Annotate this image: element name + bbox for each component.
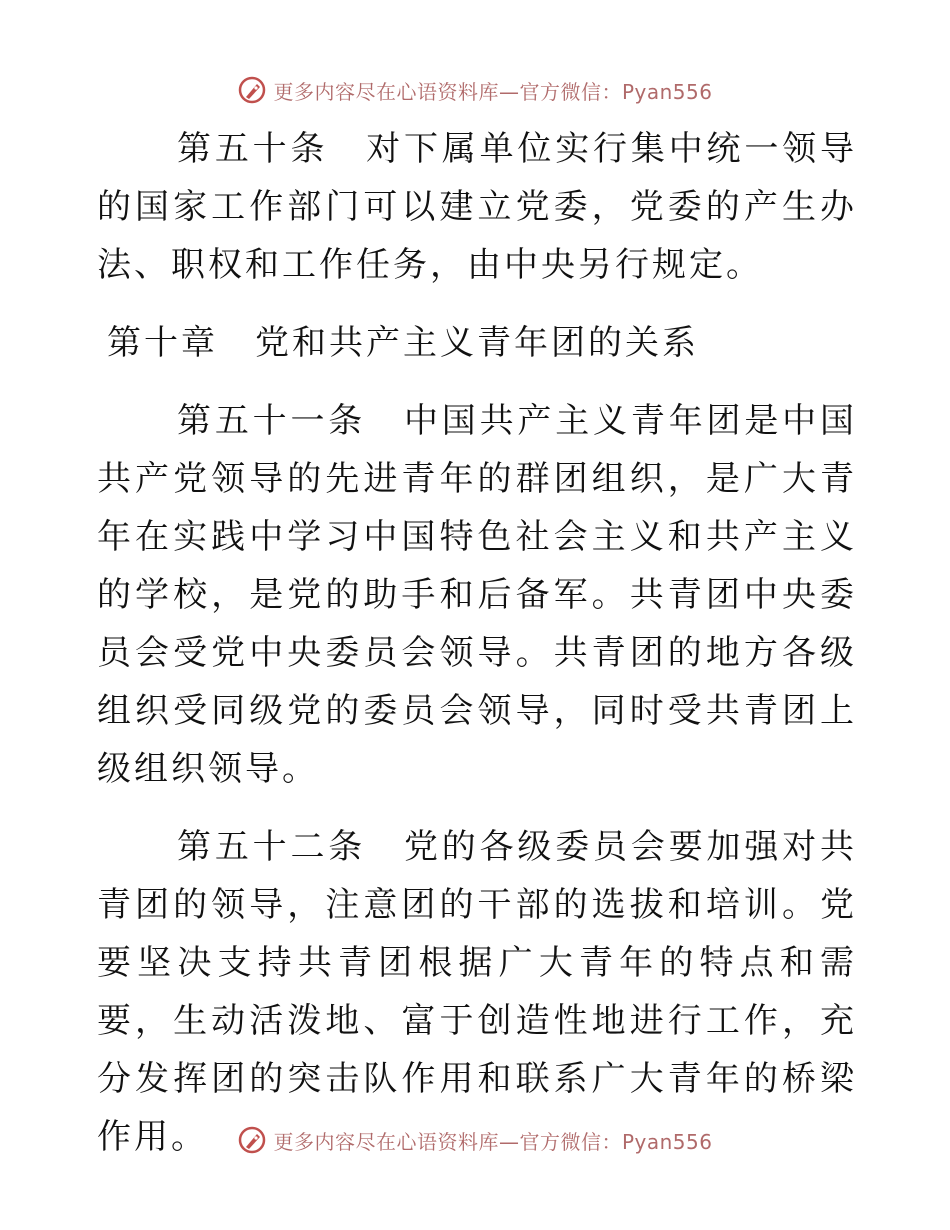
article-52: 第五十二条 党的各级委员会要加强对共青团的领导，注意团的干部的选拔和培训。党要坚决支持共青团根据广大青年的特点和需要，生动活泼地、富于创造性地进行工作，充分发挥团的突击队作用和联系广大青年的桥梁作用。 [97,827,857,1157]
chapter-10-heading: 第十章 党和共产主义青年团的关系 [107,323,699,363]
watermark-text: 更多内容尽在心语资料库—官方微信：Pyan556 [273,79,713,104]
document-body [97,120,857,1166]
pen-nib-logo-icon [237,1125,267,1155]
pen-nib-logo-icon [237,75,267,105]
watermark-banner-bottom [0,1120,950,1160]
watermark-banner-top [0,70,950,110]
article-50: 第五十条 对下属单位实行集中统一领导的国家工作部门可以建立党委，党委的产生办法、职权和工作任务，由中央另行规定。 [97,129,857,285]
article-51: 第五十一条 中国共产主义青年团是中国共产党领导的先进青年的群团组织，是广大青年在实践中学习中国特色社会主义和共产主义的学校，是党的助手和后备军。共青团中央委员会受党中央委员会领导。共青团的地方各级组织受同级党的委员会领导，同时受共青团上级组织领导。 [97,401,857,789]
watermark-text: 更多内容尽在心语资料库—官方微信：Pyan556 [273,1129,713,1154]
